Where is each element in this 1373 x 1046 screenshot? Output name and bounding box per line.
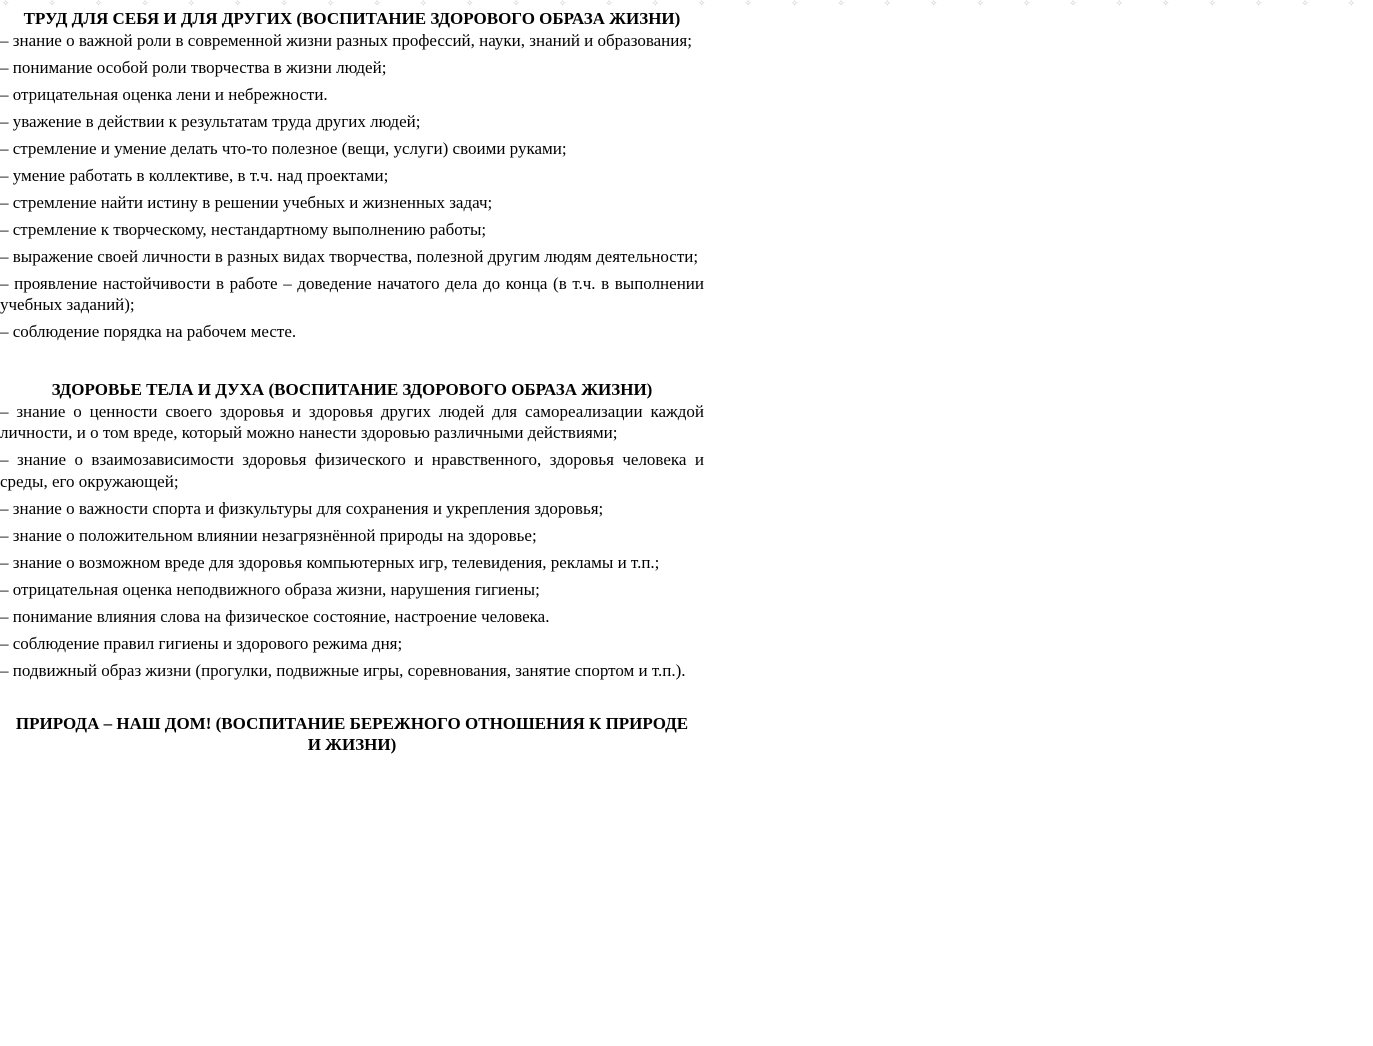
decorative-border: ✧ ✧ ✧ ✧ ✧ ✧ ✧ ✧ ✧ ✧ ✧ ✧ ✧ ✧ ✧ ✧ ✧ ✧ ✧ ✧ ✧ ✧ ✧ ✧ ✧ ✧ ✧ ✧ ✧ ✧ [2,0,1373,9]
list-item: – понимание влияния слова на физическое состояние, настроение человека. [0,606,550,626]
list-item: – стремление найти истину в решении учебных и жизненных задач; [0,192,493,212]
section-heading: ТРУД ДЛЯ СЕБЯ И ДЛЯ ДРУГИХ (ВОСПИТАНИЕ ЗДОРОВОГО ОБРАЗА ЖИЗНИ) [23,9,681,28]
section-nature [0,713,704,756]
section-heading: ЗДОРОВЬЕ ТЕЛА И ДУХА (ВОСПИТАНИЕ ЗДОРОВОГО ОБРАЗА ЖИЗНИ) [51,380,653,399]
list-item: – отрицательная оценка неподвижного образа жизни, нарушения гигиены; [0,579,540,599]
list-item: – понимание особой роли творчества в жизни людей; [0,57,387,77]
document-page [0,8,704,756]
section-gap [0,687,704,713]
list-item: – знание о взаимозависимости здоровья физического и нравственного, здоровья человека и среды, его окружающей; [0,450,704,491]
section-heading: ПРИРОДА – НАШ ДОМ! (ВОСПИТАНИЕ БЕРЕЖНОГО ОТНОШЕНИЯ К ПРИРОДЕ И ЖИЗНИ) [15,713,689,754]
list-item: – отрицательная оценка лени и небрежности. [0,84,328,104]
list-item: – знание о возможном вреде для здоровья компьютерных игр, телевидения, рекламы и т.п.; [0,552,660,572]
list-item: – стремление к творческому, нестандартному выполнению работы; [0,219,487,239]
list-item: – умение работать в коллективе, в т.ч. над проектами; [0,165,389,185]
list-item: – стремление и умение делать что-то полезное (вещи, услуги) своими руками; [0,138,567,158]
section-gap [0,348,704,379]
list-item: – выражение своей личности в разных видах творчества, полезной другим людям деятельности; [0,246,699,266]
list-item: – знание о ценности своего здоровья и здоровья других людей для самореализации каждой личности, и о том вреде, который можно нанести здоровью различными действиями; [0,401,704,442]
list-item: – знание о важности спорта и физкультуры для сохранения и укрепления здоровья; [0,498,604,518]
list-item: – знание о положительном влиянии незагрязнённой природы на здоровье; [0,525,537,545]
list-item: – соблюдение порядка на рабочем месте. [0,322,297,341]
list-item: – соблюдение правил гигиены и здорового режима дня; [0,633,403,653]
list-item: – знание о важной роли в современной жизни разных профессий, науки, знаний и образования; [0,30,692,50]
list-item: – уважение в действии к результатам труда других людей; [0,111,421,131]
section-labor [0,8,704,343]
list-item: – проявление настойчивости в работе – доведение начатого дела до конца (в т.ч. в выполнении учебных заданий); [0,273,704,314]
section-health [0,379,704,681]
list-item: – подвижный образ жизни (прогулки, подвижные игры, соревнования, занятие спортом и т.п.). [0,660,686,680]
